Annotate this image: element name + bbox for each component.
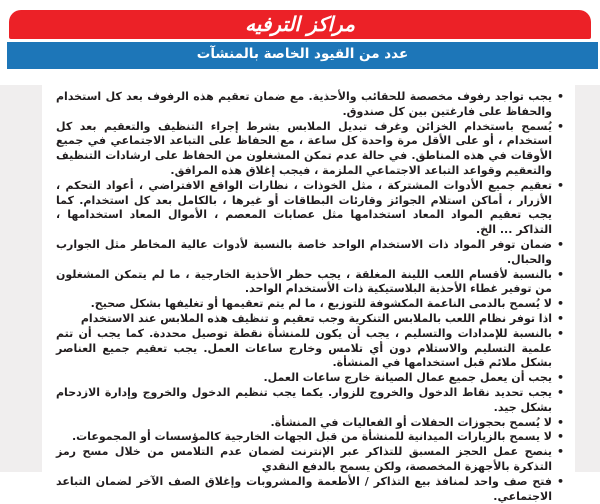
list-item-text: يجب تواجد رفوف مخصصة للحقائب والأحذية. مع ضمان تعقيم هذه الرفوف بعد كل استخدام والحفاظ على فارغتين بين كل صندوق.: [56, 90, 552, 118]
list-item-text: يجب تحديد نقاط الدخول والخروج للزوار. يكما يجب تنظيم الدخول والخروج وإدارة الازدحام بشكل جيد.: [56, 385, 552, 414]
list-item-text: ينصح عمل الحجز المسبق للتذاكر عبر الإنترنت لضمان عدم التلامس من خلال مسح رمز التذكرة بالأجهزة المخصصة، ولكن يسمح بالدفع النقدي: [56, 445, 552, 473]
subheader-title: عدد من القيود الخاصة بالمنشآت: [196, 45, 409, 62]
bullet-icon: •: [556, 90, 564, 103]
list-item-text: تعقيم جميع الأدوات المشتركة ، مثل الخوذات ، نظارات الواقع الافتراضي ، أعواد التحكم ، الأزرار ، أماكن استلام الجوائز وقارئات البطاقات أو غيرها ، بالكامل بعد كل استخدام. كما يجب تعقيم المواد المعاد استخدامها مثل عصابات المعصم ، الأموال المعاد استخدامها ، التذاكر ... الخ.: [56, 178, 552, 237]
bullet-icon: •: [556, 415, 564, 429]
list-item: [56, 416, 563, 431]
list-item-text: فتح صف واحد لمنافذ بيع التذاكر / الأطعمة والمشروبات وإغلاق الصف الآخر لضمان التباعد الاجتماعي.: [56, 474, 552, 503]
list-item: [56, 90, 563, 120]
list-item: [56, 268, 563, 298]
bullet-icon: •: [556, 297, 564, 311]
list-item-text: اذا توفر نظام اللعب بالملابس التنكرية وجب تعقيم و تنظيف هذه الملابس عند الاستخدام: [80, 311, 552, 325]
bullet-icon: •: [556, 178, 564, 192]
list-item: [56, 475, 563, 504]
list-item-text: يجب أن يعمل جميع عمال الصيانة خارج ساعات العمل.: [263, 371, 552, 385]
list-item: [56, 120, 563, 179]
list-item: [56, 445, 563, 475]
page-title: مراكز الترفيه: [245, 11, 355, 36]
header-bar: [9, 10, 591, 39]
list-item: [56, 179, 563, 238]
bullet-icon: •: [556, 385, 564, 399]
list-item: [56, 238, 563, 268]
bullet-icon: •: [556, 311, 564, 325]
bullet-icon: •: [556, 267, 564, 281]
restrictions-panel: [42, 85, 575, 503]
list-item-text: لا يُسمح بحجوزات الحفلات أو الفعاليات في المنشأة.: [270, 415, 552, 429]
list-item: [56, 430, 563, 445]
list-item-text: يُسمح باستخدام الخزائن وغرف تبديل الملابس بشرط إجراء التنظيف والتعقيم بعد كل استخدام ، أو على الأقل مرة واحدة كل ساعة ، مع الحفاظ على التباعد الاجتماعي في جميع الأوقات في هذه المناطق. في حالة عدم تمكن المشغلون من الحفاظ على ارشادات التنظيف والتعقيم وقواعد التباعد الاجتماعي الملزمة ، فيجب إغلاق هذه المرافق.: [56, 119, 552, 177]
list-item: [56, 327, 563, 371]
bullet-icon: •: [556, 237, 564, 251]
list-item: [56, 386, 563, 416]
list-item-text: بالنسبة للإمدادات والتسليم ، يجب أن يكون للمنشأة نقطة توصيل محددة. كما يجب أن تتم علمية التسليم والاستلام دون أي تلامس وخارج ساعات العمل. يجب تعقيم جميع العناصر بشكل ملائم قبل استخدامها في المنشأة.: [56, 326, 552, 370]
list-item: [56, 312, 563, 327]
list-item: [56, 297, 563, 312]
bullet-icon: •: [556, 430, 564, 444]
bullet-icon: •: [556, 326, 564, 340]
subheader-bar: [7, 42, 598, 69]
bullet-icon: •: [556, 445, 564, 459]
bullet-icon: •: [556, 371, 564, 385]
list-item-text: لا يسمح بالزيارات الميدانية للمنشأة من قبل الجهات الخارجية كالمؤسسات أو المجموعات.: [71, 430, 552, 444]
bullet-icon: •: [556, 474, 564, 488]
content-area: [0, 85, 600, 503]
list-item-text: ضمان توفر المواد ذات الاستخدام الواحد خاصة بالنسبة لأدوات عالية المخاطر مثل الجوارب والحبال.: [56, 237, 552, 266]
list-item-text: لا يُسمح بالدمى الناعمة المكشوفة للتوزيع ، ما لم يتم تعقيمها أو تغليفها بشكل صحيح.: [90, 297, 552, 311]
bullet-icon: •: [556, 119, 564, 133]
list-item: [56, 371, 563, 386]
list-item-text: بالنسبة لأقسام اللعب اللينة المغلقة ، يجب حظر الأحذية الخارجية ، ما لم يتمكن المشغلون من توفير غطاء الأحذية البلاستيكية ذات الأستخدام الواحد.: [56, 267, 552, 296]
restrictions-list: [56, 90, 563, 504]
